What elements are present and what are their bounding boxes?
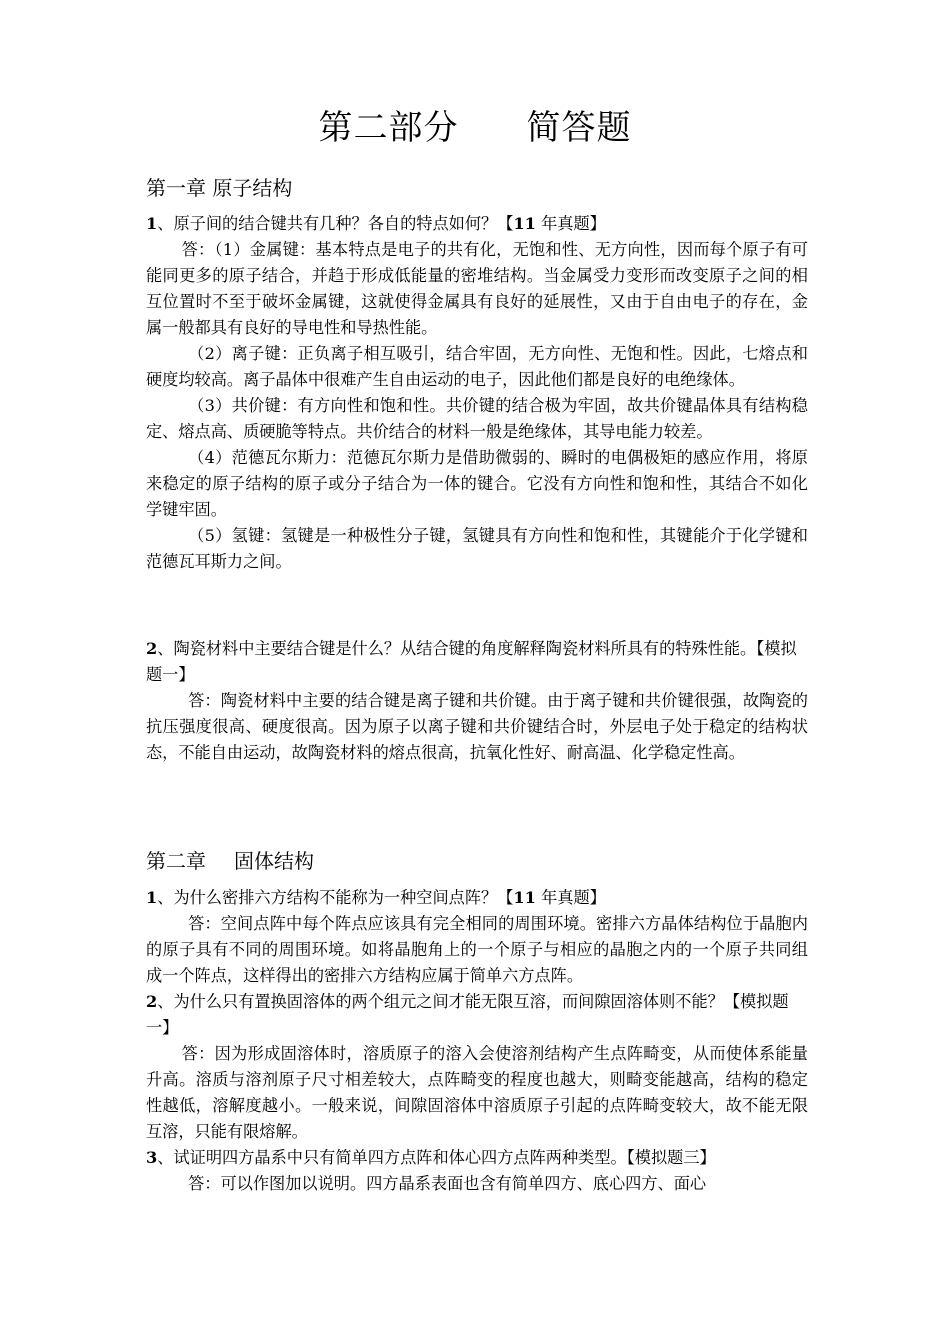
answer-paragraph: （4）范德瓦尔斯力：范德瓦尔斯力是借助微弱的、瞬时的电偶极矩的感应作用，将原来稳定的原子结构的原子或分子结合为一体的键合。它没有方向性和饱和性，其结合不如化学键牢固。 xyxy=(146,448,808,519)
question-3 xyxy=(146,1145,808,1171)
question-tag: 【模拟题一】 xyxy=(146,992,789,1037)
question-tag: 【模拟题三】 xyxy=(626,1148,716,1167)
answer-paragraph: （3）共价键：有方向性和饱和性。共价键的结合极为牢固，故共价键晶体具有结构稳定、熔点高、质硬脆等特点。共价结合的材料一般是绝缘体，其导电能力较差。 xyxy=(146,396,808,441)
question-number: 1 xyxy=(146,888,158,907)
question-number: 1 xyxy=(146,214,158,233)
question-text: 、试证明四方晶系中只有简单四方点阵和体心四方点阵两种类型。 xyxy=(157,1148,627,1167)
question-tag-year: 11 xyxy=(513,214,536,233)
title-topic: 简答题 xyxy=(526,108,632,148)
question-text: 、为什么密排六方结构不能称为一种空间点阵？【 xyxy=(157,888,514,907)
chapter-2-section xyxy=(146,885,808,1197)
question-tag-rest: 年真题】 xyxy=(535,214,606,233)
question-1 xyxy=(146,885,808,911)
page-title xyxy=(0,100,950,149)
question-1 xyxy=(146,211,808,237)
question-number: 2 xyxy=(146,992,158,1011)
answer-paragraph: 答：（1）金属键：基本特点是电子的共有化，无饱和性、无方向性，因而每个原子有可能同更多的原子结合，并趋于形成低能量的密堆结构。当金属受力变形而改变原子之间的相互位置时不至于破坏金属键，这就使得金属具有良好的延展性，又由于自由电子的存在，金属一般都具有良好的导电性和导热性能。 xyxy=(146,240,808,337)
answer-paragraph: 答：可以作图加以说明。四方晶系表面也含有简单四方、底心四方、面心 xyxy=(188,1174,707,1193)
question-2 xyxy=(146,989,808,1041)
chapter-2-heading xyxy=(146,845,314,874)
question-tag-rest: 年真题】 xyxy=(535,888,606,907)
answer-paragraph: （2）离子键：正负离子相互吸引，结合牢固，无方向性、无饱和性。因此，七熔点和硬度均较高。离子晶体中很难产生自由运动的电子，因此他们都是良好的电绝缘体。 xyxy=(146,344,808,389)
chapter-1-question-2 xyxy=(146,636,808,766)
chapter-1-heading: 第一章 原子结构 xyxy=(146,176,293,200)
answer-paragraph: 答：空间点阵中每个阵点应该具有完全相同的周围环境。密排六方晶体结构位于晶胞内的原子具有不同的周围环境。如将晶胞角上的一个原子与相应的晶胞之内的一个原子共同组成一个阵点，这样得出的密排六方结构应属于简单六方点阵。 xyxy=(146,914,808,985)
question-2 xyxy=(146,636,808,688)
question-number: 2 xyxy=(146,639,158,658)
question-tag: 【模拟题一】 xyxy=(146,639,797,684)
answer-paragraph: 答：陶瓷材料中主要的结合键是离子键和共价键。由于离子键和共价键很强，故陶瓷的抗压强度很高、硬度很高。因为原子以离子键和共价键结合时，外层电子处于稳定的结构状态，不能自由运动，故陶瓷材料的熔点很高，抗氧化性好、耐高温、化学稳定性高。 xyxy=(146,691,808,762)
answer-paragraph: 答：因为形成固溶体时，溶质原子的溶入会使溶剂结构产生点阵畸变，从而使体系能量升高。溶质与溶剂原子尺寸相差较大，点阵畸变的程度也越大，则畸变能越高，结构的稳定性越低，溶解度越小。一般来说，间隙固溶体中溶质原子引起的点阵畸变较大，故不能无限互溶，只能有限熔解。 xyxy=(146,1044,808,1141)
title-part: 第二部分 xyxy=(318,108,459,148)
question-text: 、陶瓷材料中主要结合键是什么？从结合键的角度解释陶瓷材料所具有的特殊性能。 xyxy=(157,639,757,658)
chapter-1-section xyxy=(146,211,808,575)
question-tag-year: 11 xyxy=(513,888,536,907)
answer-paragraph: （5）氢键：氢键是一种极性分子键，氢键具有方向性和饱和性，其键能介于化学键和范德瓦耳斯力之间。 xyxy=(146,526,808,571)
chapter-2-number: 第二章 xyxy=(146,849,206,873)
question-text: 、原子间的结合键共有几种？各自的特点如何？【 xyxy=(157,214,514,233)
chapter-2-topic: 固体结构 xyxy=(234,849,314,873)
question-text: 、为什么只有置换固溶体的两个组元之间才能无限互溶，而间隙固溶体则不能？ xyxy=(157,992,724,1011)
question-number: 3 xyxy=(146,1148,158,1167)
